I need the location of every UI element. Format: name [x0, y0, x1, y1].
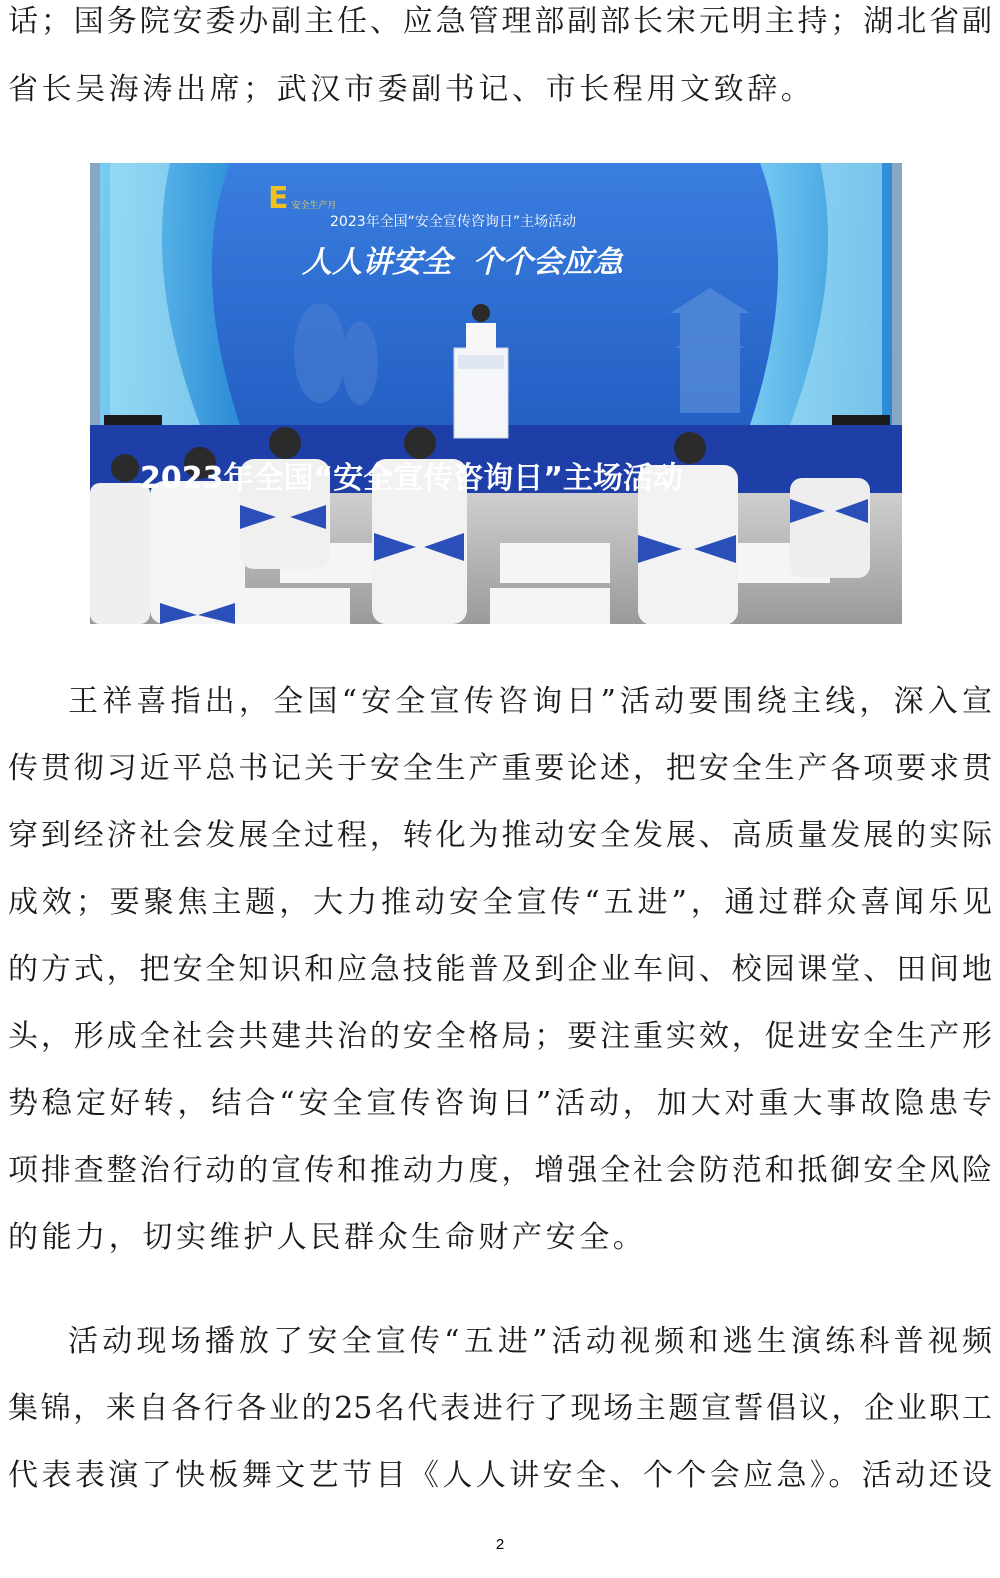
text-line: 传贯彻习近平总书记关于安全生产重要论述，把安全生产各项要求贯	[8, 751, 992, 786]
text-line: 王祥喜指出，全国“安全宣传咨询日”活动要围绕主线，深入宣	[68, 684, 992, 719]
stage-banner: 2023年全国“安全宣传咨询日”主场活动	[140, 461, 683, 496]
text-line: 集锦，来自各行各业的25名代表进行了现场主题宣誓倡议，企业职工	[8, 1391, 992, 1426]
text-line: 项排查整治行动的宣传和推动力度，增强全社会防范和抵御安全风险	[8, 1153, 992, 1188]
text-line: 穿到经济社会发展全过程，转化为推动安全发展、高质量发展的实际	[8, 818, 992, 853]
text-line: 活动现场播放了安全宣传“五进”活动视频和逃生演练科普视频	[68, 1324, 992, 1359]
stage-scene	[90, 163, 902, 624]
tower-silhouette	[670, 288, 750, 413]
text-line: 的方式，把安全知识和应急技能普及到企业车间、校园课堂、田间地	[8, 952, 992, 987]
text-line: 代表表演了快板舞文艺节目《人人讲安全、个个会应急》。活动还设	[8, 1458, 992, 1493]
text-line: 话；国务院安委办副主任、应急管理部副部长宋元明主持；湖北省副	[8, 4, 992, 39]
banner-title: 2023年全国“安全宣传咨询日”主场活动	[330, 214, 577, 230]
banner-slogan: 人人讲安全 个个会应急	[302, 245, 623, 280]
text-line: 的能力，切实维护人民群众生命财产安全。	[8, 1220, 647, 1255]
text-line: 成效；要聚焦主题，大力推动安全宣传“五进”，通过群众喜闻乐见	[8, 885, 992, 920]
text-line: 省长吴海涛出席；武汉市委副书记、市长程用文致辞。	[8, 72, 815, 107]
page-number: 2	[495, 1536, 505, 1553]
text-line: 势稳定好转，结合“安全宣传咨询日”活动，加大对重大事故隐患专	[8, 1086, 992, 1121]
logo: E 安全生产月	[268, 181, 337, 216]
event-photo	[90, 163, 902, 624]
text-line: 头，形成全社会共建共治的安全格局；要注重实效，促进安全生产形	[8, 1019, 992, 1054]
